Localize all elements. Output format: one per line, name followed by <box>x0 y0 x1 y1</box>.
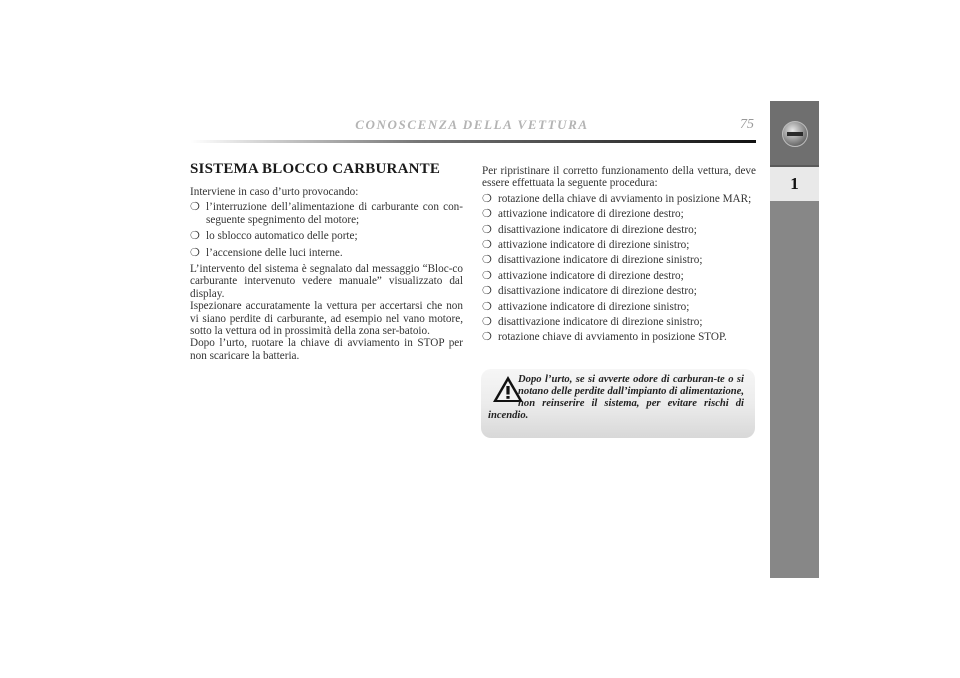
bullet-icon: ❍ <box>482 254 492 267</box>
list-item: ❍ attivazione indicatore di direzione sinistro; <box>482 300 690 313</box>
paragraph: Ispezionare accuratamente la vettura per accertarsi che non vi siano perdite di carburante, ad esempio nel vano motore, sotto la vettura od in prossimità della zona ser-batoio. <box>190 300 463 338</box>
list-item: ❍ disattivazione indicatore di direzione destro; <box>482 285 697 298</box>
lancia-shield-icon <box>782 121 808 147</box>
warning-text-block <box>488 374 744 422</box>
bullet-icon: ❍ <box>190 230 200 243</box>
bullet-icon: ❍ <box>482 300 492 313</box>
procedure-steps <box>482 193 756 344</box>
list-item: ❍ disattivazione indicatore di direzione sinistro; <box>482 254 703 267</box>
bullet-icon: ❍ <box>190 246 200 259</box>
list-item: ❍ disattivazione indicatore di direzione sinistro; <box>482 316 703 329</box>
list-item: ❍ l’interruzione dell’alimentazione di carburante con con-seguente spegnimento del motore; <box>190 201 463 226</box>
chapter-number: 1 <box>770 167 819 201</box>
bullet-icon: ❍ <box>482 192 492 205</box>
list-item: ❍ attivazione indicatore di direzione destro; <box>482 269 684 282</box>
bullet-icon: ❍ <box>482 331 492 344</box>
list-item: ❍ disattivazione indicatore di direzione destro; <box>482 223 697 236</box>
logo-box <box>770 101 819 167</box>
paragraph: L’intervento del sistema è segnalato dal messaggio “Bloc-co carburante intervenuto vedere manuale” visualizzato dal display. <box>190 263 463 300</box>
warning-box <box>481 369 755 438</box>
bullet-icon: ❍ <box>482 239 492 252</box>
bullet-icon: ❍ <box>482 316 492 329</box>
header-rule <box>190 140 756 143</box>
list-item: ❍ rotazione chiave di avviamento in posizione STOP. <box>482 331 727 344</box>
bullet-icon: ❍ <box>190 201 200 214</box>
header-title: CONOSCENZA DELLA VETTURA <box>355 117 589 132</box>
page-number: 75 <box>740 117 754 132</box>
list-item: ❍ attivazione indicatore di direzione sinistro; <box>482 239 690 252</box>
bullet-icon: ❍ <box>482 223 492 236</box>
section-heading: SISTEMA BLOCCO CARBURANTE <box>190 161 441 177</box>
effects-list <box>190 201 463 259</box>
procedure-intro: Per ripristinare il corretto funzionamento della vettura, deve essere effettuata la seguente procedura: <box>482 165 756 190</box>
list-item: ❍ lo sblocco automatico delle porte; <box>190 230 358 243</box>
bullet-icon: ❍ <box>482 285 492 298</box>
bullet-icon: ❍ <box>482 208 492 221</box>
paragraph: Dopo l’urto, ruotare la chiave di avviamento in STOP per non scaricare la batteria. <box>190 337 463 362</box>
chapter-side-tab[interactable] <box>770 101 819 578</box>
list-item: ❍ rotazione della chiave di avviamento in posizione MAR; <box>482 192 752 205</box>
list-item: ❍ l’accensione delle luci interne. <box>190 246 343 259</box>
list-item: ❍ attivazione indicatore di direzione destro; <box>482 208 684 221</box>
warning-text: Dopo l’urto, se si avverte odore di carburan-te o si notano delle perdite dall’impianto di alimentazione, non reinserire il sistema, per evitare rischi di incendio. <box>488 374 744 421</box>
bullet-icon: ❍ <box>482 269 492 282</box>
right-column <box>482 165 756 347</box>
intro-text: Interviene in caso d’urto provocando: <box>190 186 359 198</box>
left-column <box>190 161 463 362</box>
